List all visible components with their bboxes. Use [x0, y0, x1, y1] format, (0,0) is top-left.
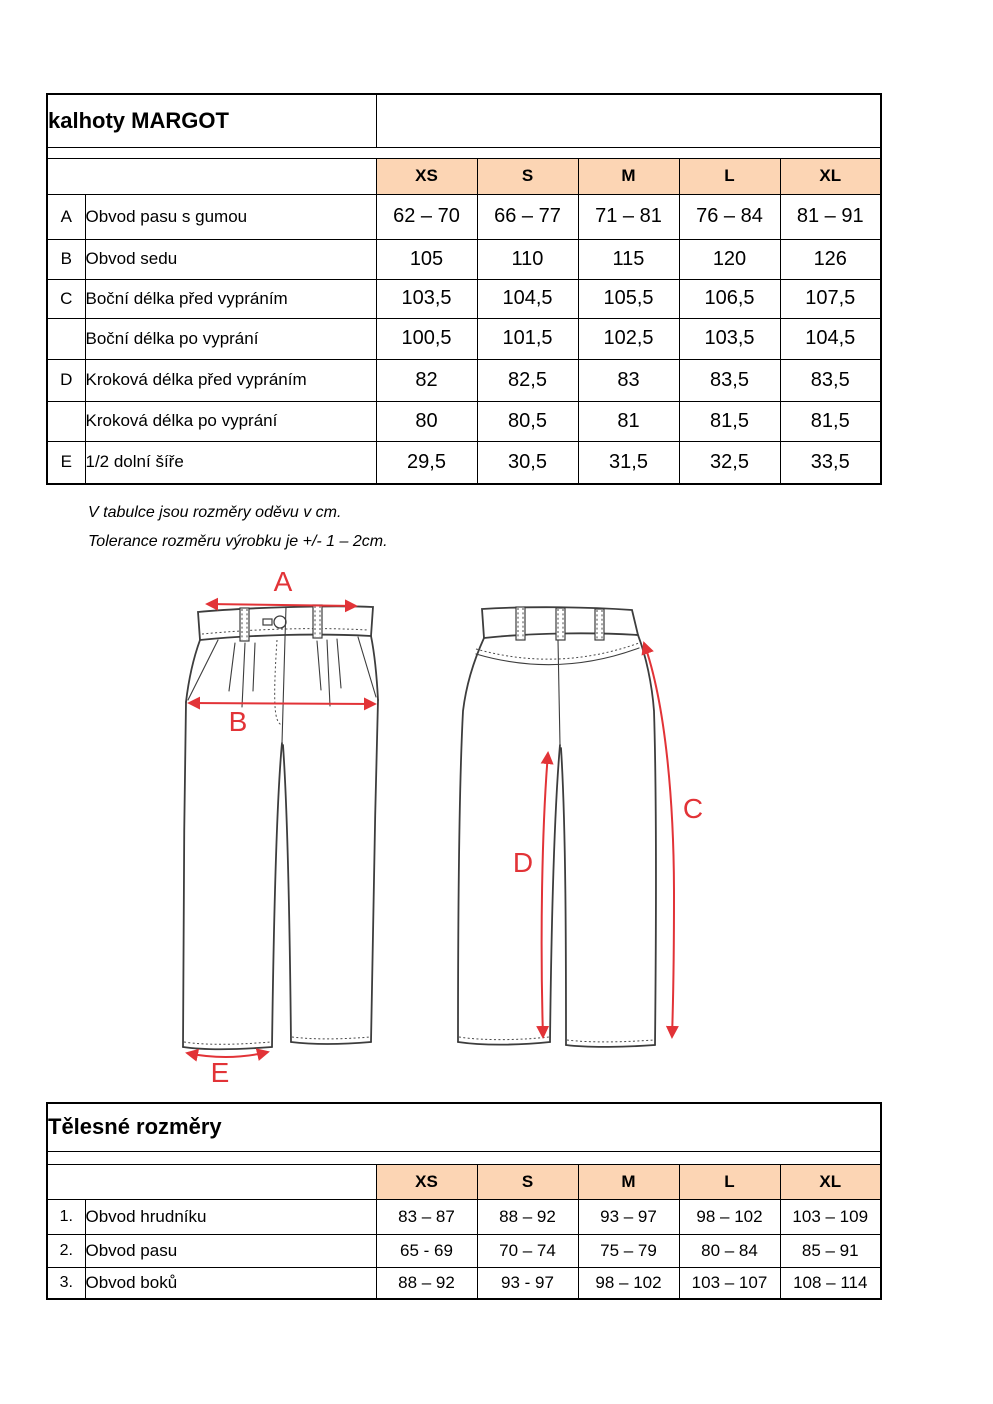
measure-value-cell: 85 – 91: [780, 1234, 881, 1267]
measure-value-cell: 105: [376, 239, 477, 279]
body-table-title: Tělesné rozměry: [47, 1103, 881, 1151]
measure-value-cell: 83: [578, 359, 679, 401]
units-note: V tabulce jsou rozměry oděvu v cm.: [88, 504, 342, 521]
measure-letter-cell: B: [47, 239, 85, 279]
measure-value-cell: 126: [780, 239, 881, 279]
measure-value-cell: 103,5: [376, 279, 477, 318]
measure-value-cell: 88 – 92: [477, 1199, 578, 1234]
measure-value-cell: 83,5: [780, 359, 881, 401]
button-tab: [263, 619, 272, 625]
measure-value-cell: 66 – 77: [477, 194, 578, 239]
button: [274, 616, 286, 628]
dimension-annotations: [187, 566, 703, 1088]
dimension-arrow-d: [542, 753, 548, 1037]
measure-value-cell: 83,5: [679, 359, 780, 401]
table-row: [47, 1199, 881, 1234]
measure-letter-cell: D: [47, 359, 85, 401]
measure-value-cell: 80,5: [477, 401, 578, 441]
measure-value-cell: 103 – 107: [679, 1267, 780, 1299]
size-col-header-s: S: [477, 1164, 578, 1199]
table-row: [47, 239, 881, 279]
dimension-label-a: A: [273, 566, 293, 597]
measure-label-cell: Obvod pasu: [85, 1234, 376, 1267]
measure-value-cell: 75 – 79: [578, 1234, 679, 1267]
measure-value-cell: 88 – 92: [376, 1267, 477, 1299]
table-row: [47, 359, 881, 401]
size-header-row: [47, 1164, 881, 1199]
measure-value-cell: 108 – 114: [780, 1267, 881, 1299]
table-row: [47, 441, 881, 484]
size-col-header-xs: XS: [376, 158, 477, 194]
measure-value-cell: 100,5: [376, 318, 477, 359]
separator-cell: [47, 147, 881, 158]
measure-value-cell: 110: [477, 239, 578, 279]
row-number-cell: 2.: [47, 1234, 85, 1267]
size-col-header-xl: XL: [780, 158, 881, 194]
measure-value-cell: 120: [679, 239, 780, 279]
measure-value-cell: 62 – 70: [376, 194, 477, 239]
separator-row: [47, 1151, 881, 1164]
measure-value-cell: 81: [578, 401, 679, 441]
measure-label-cell: Obvod pasu s gumou: [85, 194, 376, 239]
garment-table-title: kalhoty MARGOT: [47, 94, 376, 147]
measure-value-cell: 101,5: [477, 318, 578, 359]
measure-label-cell: Obvod hrudníku: [85, 1199, 376, 1234]
measure-value-cell: 93 - 97: [477, 1267, 578, 1299]
measure-value-cell: 81 – 91: [780, 194, 881, 239]
belt-loop: [240, 608, 249, 641]
measure-value-cell: 30,5: [477, 441, 578, 484]
empty-header-cell: [47, 158, 376, 194]
row-number-cell: 1.: [47, 1199, 85, 1234]
table-title-row: [47, 1103, 881, 1151]
measure-letter-cell: C: [47, 279, 85, 318]
pants-back-view: [458, 607, 656, 1047]
size-header-row: [47, 158, 881, 194]
body-measurements-table: [46, 1102, 882, 1300]
size-col-header-s: S: [477, 158, 578, 194]
measure-value-cell: 80: [376, 401, 477, 441]
row-number-cell: 3.: [47, 1267, 85, 1299]
belt-loop: [516, 607, 525, 640]
measure-value-cell: 80 – 84: [679, 1234, 780, 1267]
table-row: [47, 401, 881, 441]
measure-value-cell: 82,5: [477, 359, 578, 401]
measure-value-cell: 71 – 81: [578, 194, 679, 239]
pants-front-view: [183, 605, 378, 1049]
measure-value-cell: 83 – 87: [376, 1199, 477, 1234]
measure-value-cell: 81,5: [679, 401, 780, 441]
table-row: [47, 1234, 881, 1267]
measure-value-cell: 107,5: [780, 279, 881, 318]
measure-label-cell: Kroková délka před vypráním: [85, 359, 376, 401]
measure-label-cell: Obvod boků: [85, 1267, 376, 1299]
tolerance-note: Tolerance rozměru výrobku je +/- 1 – 2cm.: [88, 533, 388, 550]
measure-letter-cell: [47, 318, 85, 359]
measure-value-cell: 82: [376, 359, 477, 401]
size-col-header-xs: XS: [376, 1164, 477, 1199]
measure-value-cell: 32,5: [679, 441, 780, 484]
size-col-header-xl: XL: [780, 1164, 881, 1199]
table-row: [47, 1267, 881, 1299]
measure-value-cell: 33,5: [780, 441, 881, 484]
size-col-header-m: M: [578, 158, 679, 194]
belt-loop: [313, 605, 322, 638]
table-row: [47, 318, 881, 359]
notes-block: [88, 498, 388, 556]
dimension-label-e: E: [210, 1057, 230, 1088]
measure-letter-cell: E: [47, 441, 85, 484]
measure-label-cell: Boční délka před vypráním: [85, 279, 376, 318]
measure-value-cell: 93 – 97: [578, 1199, 679, 1234]
measure-value-cell: 98 – 102: [578, 1267, 679, 1299]
measure-label-cell: Obvod sedu: [85, 239, 376, 279]
measure-letter-cell: [47, 401, 85, 441]
dimension-arrow-a: [207, 604, 356, 606]
separator-cell: [47, 1151, 881, 1164]
table-row: [47, 279, 881, 318]
measure-value-cell: 76 – 84: [679, 194, 780, 239]
belt-loop: [595, 609, 604, 640]
pants-technical-drawing: [90, 555, 750, 1095]
measure-value-cell: 102,5: [578, 318, 679, 359]
measure-value-cell: 70 – 74: [477, 1234, 578, 1267]
empty-header-cell: [47, 1164, 376, 1199]
dimension-arrow-b: [189, 703, 375, 704]
measure-value-cell: 104,5: [477, 279, 578, 318]
measure-value-cell: 29,5: [376, 441, 477, 484]
table-title-row: [47, 94, 881, 147]
empty-title-cell: [376, 94, 881, 147]
measure-value-cell: 104,5: [780, 318, 881, 359]
measure-value-cell: 81,5: [780, 401, 881, 441]
garment-size-table: [46, 93, 882, 485]
belt-loop: [556, 608, 565, 640]
dimension-label-b: B: [228, 706, 248, 737]
table-row: [47, 194, 881, 239]
size-col-header-l: L: [679, 1164, 780, 1199]
measure-value-cell: 65 - 69: [376, 1234, 477, 1267]
separator-row: [47, 147, 881, 158]
measure-label-cell: 1/2 dolní šíře: [85, 441, 376, 484]
measure-value-cell: 31,5: [578, 441, 679, 484]
dimension-arrow-c: [644, 643, 674, 1037]
size-col-header-m: M: [578, 1164, 679, 1199]
measure-value-cell: 105,5: [578, 279, 679, 318]
dimension-label-c: C: [682, 793, 704, 824]
measure-letter-cell: A: [47, 194, 85, 239]
measure-value-cell: 103 – 109: [780, 1199, 881, 1234]
dimension-label-d: D: [512, 847, 534, 878]
measure-value-cell: 103,5: [679, 318, 780, 359]
measure-value-cell: 106,5: [679, 279, 780, 318]
measure-label-cell: Boční délka po vyprání: [85, 318, 376, 359]
size-col-header-l: L: [679, 158, 780, 194]
measure-value-cell: 115: [578, 239, 679, 279]
measure-label-cell: Kroková délka po vyprání: [85, 401, 376, 441]
measure-value-cell: 98 – 102: [679, 1199, 780, 1234]
